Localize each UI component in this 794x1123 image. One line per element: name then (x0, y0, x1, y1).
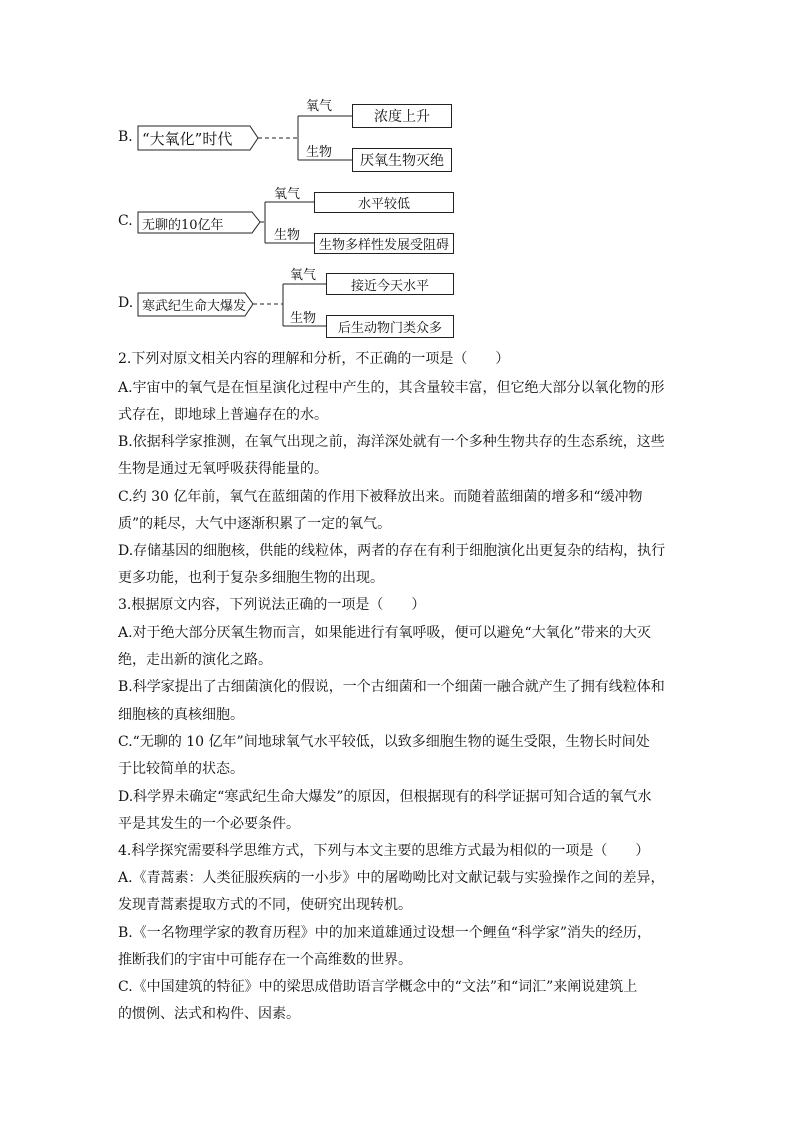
option-c-letter: C. (118, 213, 133, 229)
option-b-letter: B. (118, 129, 133, 145)
diagram-c-label-life: 生物 (274, 228, 301, 243)
question-2-stem: 2.下列对原文相关内容的理解和分析，不正确的一项是（ ） (118, 351, 510, 367)
q4-option-a-line1: A.《青蒿素：人类征服疾病的一小步》中的屠呦呦比对文献记载与实验操作之间的差异， (118, 870, 665, 886)
q3-option-a-line2: 绝，走出新的演化之路。 (118, 652, 272, 668)
q4-option-c-line2: 的惯例、法式和构件、因素。 (118, 1006, 300, 1022)
diagram-d-box-oxygen: 接近今天水平 (326, 273, 454, 295)
diagram-d-box-life: 后生动物门类众多 (326, 315, 454, 338)
q2-option-c-line2: 质”的耗尽，大气中逐渐积累了一定的氧气。 (118, 516, 392, 532)
q2-option-d-line1: D.存储基因的细胞核，供能的线粒体，两者的存在有利于细胞演化出更复杂的结构，执行 (118, 543, 666, 559)
diagram-b-box-life: 厌氧生物灭绝 (352, 148, 452, 172)
q2-option-a-line1: A.宇宙中的氧气是在恒星演化过程中产生的，其含量较丰富，但它绝大部分以氧化物的形 (118, 380, 665, 396)
option-d-letter: D. (118, 295, 134, 311)
q2-option-b-line1: B.依据科学家推测，在氧气出现之前，海洋深处就有一个多种生物共存的生态系统，这些 (118, 434, 665, 450)
diagram-d-source: 寒武纪生命大爆发 (142, 299, 247, 314)
diagram-b-box-oxygen: 浓度上升 (352, 104, 452, 128)
diagram-d-label-life: 生物 (290, 311, 317, 326)
q2-option-a-line2: 式存在，即地球上普遍存在的水。 (118, 407, 328, 423)
diagram-b-label-life: 生物 (306, 145, 333, 160)
q2-option-d-line2: 更多功能，也利于复杂多细胞生物的出现。 (118, 570, 384, 586)
question-4-stem: 4.科学探究需要科学思维方式，下列与本文主要的思维方式最为相似的一项是（ ） (118, 843, 650, 859)
q2-option-c-line1: C.约 30 亿年前，氧气在蓝细菌的作用下被释放出来。而随着蓝细菌的增多和“缓冲物 (118, 489, 643, 505)
diagram-c-source: 无聊的10亿年 (142, 218, 224, 233)
q3-option-b-line1: B.科学家提出了古细菌演化的假说，一个古细菌和一个细菌一融合就产生了拥有线粒体和 (118, 679, 665, 695)
q3-option-d-line1: D.科学界未确定“寒武纪生命大爆发”的原因，但根据现有的科学证据可知合适的氧气水 (118, 789, 652, 805)
diagram-d-label-oxygen: 氧气 (290, 268, 317, 283)
diagram-c-box-oxygen: 水平较低 (314, 192, 454, 213)
q3-option-a-line1: A.对于绝大部分厌氧生物而言，如果能进行有氧呼吸，便可以避免“大氧化”带来的大灭 (118, 625, 651, 641)
question-3-stem: 3.根据原文内容，下列说法正确的一项是（ ） (118, 597, 426, 613)
q4-option-b-line2: 推断我们的宇宙中可能存在一个高维数的世界。 (118, 952, 412, 968)
q2-option-b-line2: 生物是通过无氧呼吸获得能量的。 (118, 461, 328, 477)
diagram-c-label-oxygen: 氧气 (274, 187, 301, 202)
q4-option-a-line2: 发现青蒿素提取方式的不同，使研究出现转机。 (118, 897, 412, 913)
q4-option-c-line1: C.《中国建筑的特征》中的梁思成借助语言学概念中的“文法”和“词汇”来阐说建筑上 (118, 979, 638, 995)
diagram-b-source: “大氧化”时代 (142, 130, 233, 148)
q4-option-b-line1: B.《一名物理学家的教育历程》中的加来道雄通过设想一个鲤鱼“科学家”消失的经历， (118, 925, 652, 941)
q3-option-b-line2: 细胞核的真核细胞。 (118, 707, 244, 723)
q3-option-c-line2: 于比较简单的状态。 (118, 761, 244, 777)
diagram-b-label-oxygen: 氧气 (306, 99, 333, 114)
diagram-c-box-life: 生物多样性发展受阻碍 (314, 233, 454, 254)
q3-option-c-line1: C.“无聊的 10 亿年”间地球氧气水平较低，以致多细胞生物的诞生受限，生物长时间处 (118, 734, 650, 750)
q3-option-d-line2: 平是其发生的一个必要条件。 (118, 816, 300, 832)
